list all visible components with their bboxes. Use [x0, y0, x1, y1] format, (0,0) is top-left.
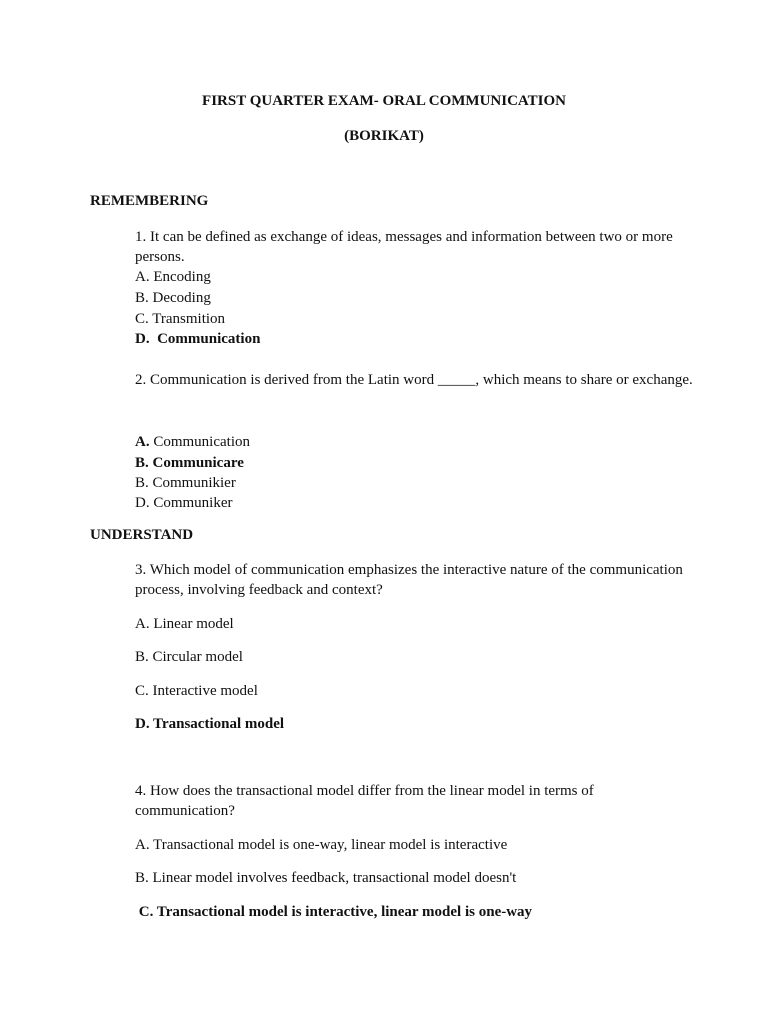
question-2-text: 2. Communication is derived from the Latin word _____, which means to share or exchange.	[135, 372, 693, 388]
question-2-option-a-text: Communication	[149, 434, 251, 450]
section-heading-understand: UNDERSTAND	[90, 527, 194, 543]
question-1-option-b: B. Decoding	[135, 290, 211, 306]
question-2-option-b-answer: B. Communicare	[135, 455, 244, 471]
exam-subtitle: (BORIKAT)	[344, 128, 424, 144]
question-1-text: 1. It can be defined as exchange of ideas, messages and information between two or more persons.	[135, 229, 673, 265]
question-3-option-a: A. Linear model	[135, 616, 234, 632]
question-1-option-a: A. Encoding	[135, 269, 211, 285]
question-2-option-c: B. Communikier	[135, 475, 236, 491]
question-2-option-d: D. Communiker	[135, 495, 233, 511]
section-heading-remembering: REMEMBERING	[90, 193, 209, 209]
question-3-option-c: C. Interactive model	[135, 683, 258, 699]
question-4-option-a: A. Transactional model is one-way, linear model is interactive	[135, 837, 508, 853]
question-3-option-b: B. Circular model	[135, 649, 243, 665]
question-3-text: 3. Which model of communication emphasizes the interactive nature of the communication process, involving feedback and context?	[135, 562, 683, 598]
question-1-option-d-answer: D. Communication	[135, 331, 261, 347]
question-2-option-a	[135, 432, 250, 452]
question-4-option-b: B. Linear model involves feedback, transactional model doesn't	[135, 870, 517, 886]
question-2-option-a-letter: A.	[135, 434, 150, 450]
question-1-option-c: C. Transmition	[135, 311, 226, 327]
question-4-text: 4. How does the transactional model differ from the linear model in terms of communication?	[135, 783, 594, 819]
exam-title: FIRST QUARTER EXAM- ORAL COMMUNICATION	[202, 93, 566, 109]
question-3-option-d-answer: D. Transactional model	[135, 716, 285, 732]
question-4-option-c-answer: C. Transactional model is interactive, linear model is one-way	[135, 904, 533, 920]
